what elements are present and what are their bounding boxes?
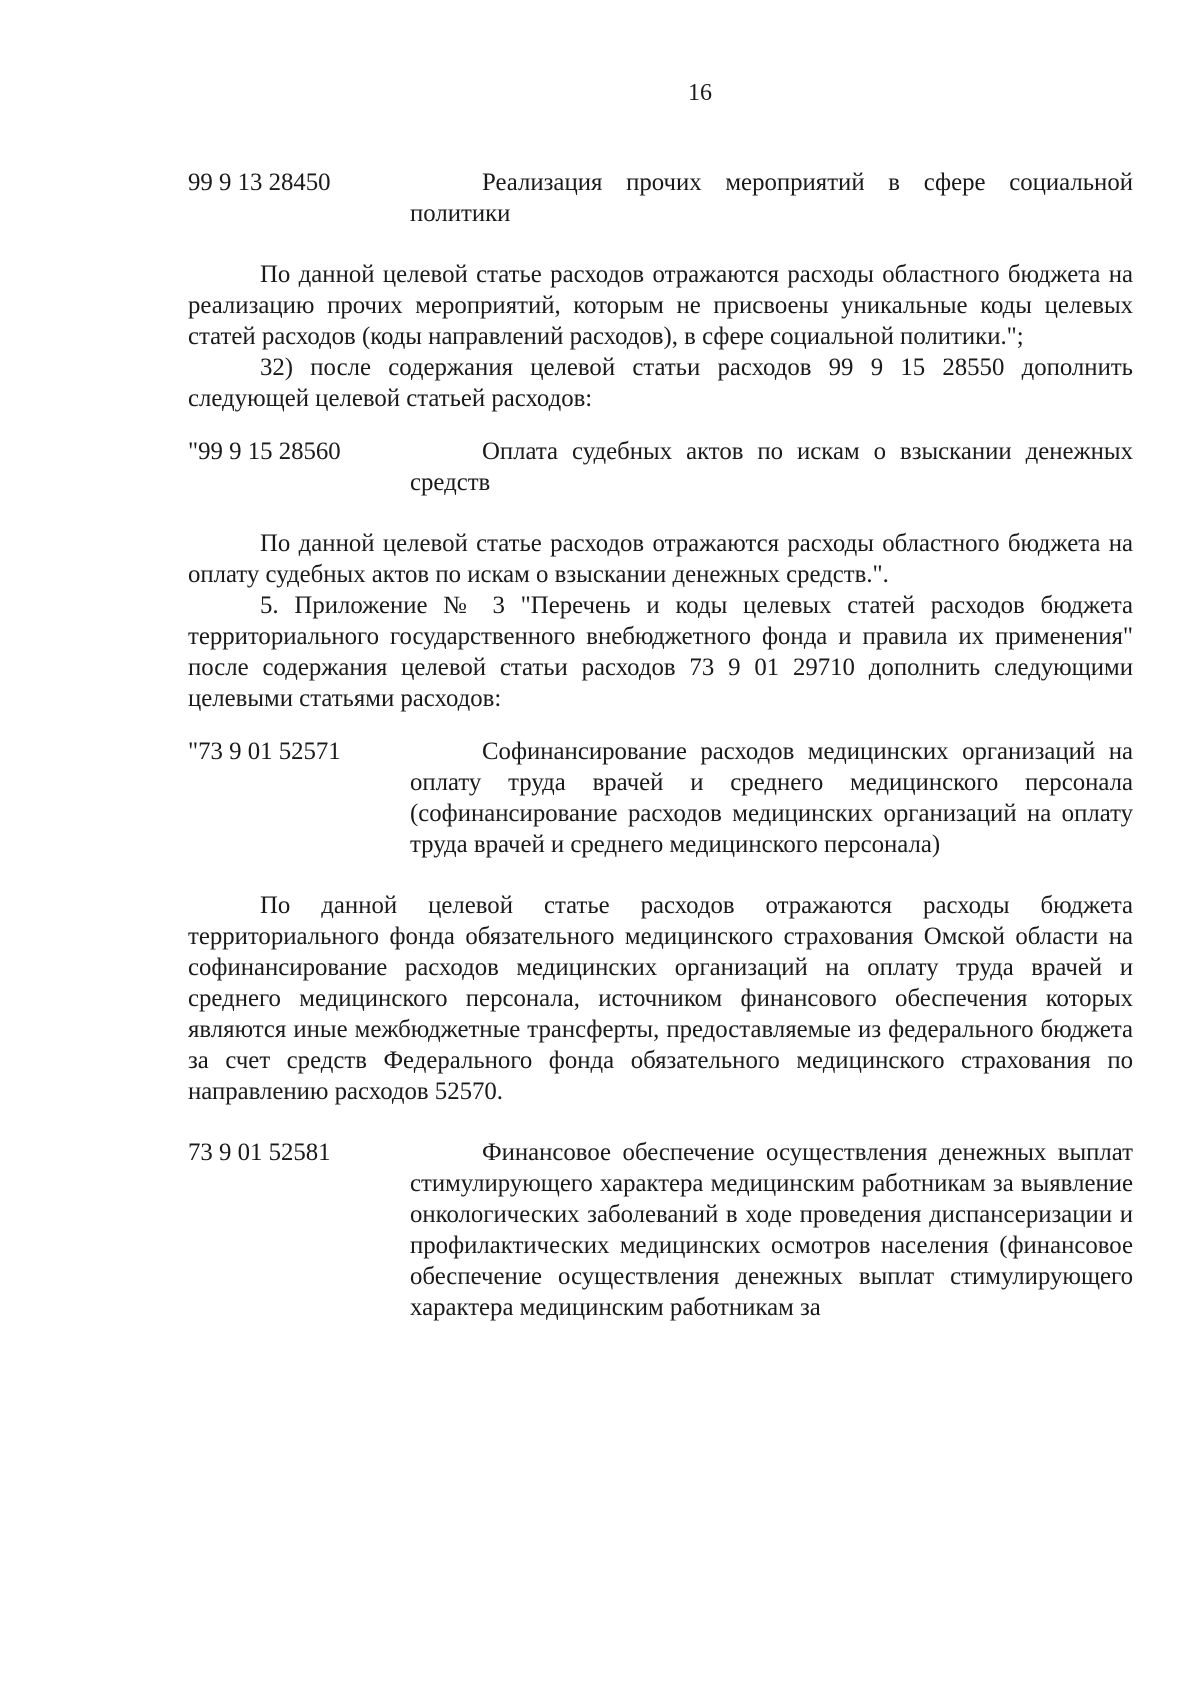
paragraph: По данной целевой статье расходов отражаются расходы областного бюджета на реализацию прочих мероприятий, которым не присвоены уникальные коды целевых статей расходов (коды направлений расходов), в сфере социальной политики."; — [188, 261, 1133, 350]
entry-title: Софинансирование расходов медицинских организаций на оплату труда врачей и среднего медицинского персонала (софинансирование расходов медицинских организаций на оплату труда врачей и среднего медицинского персонала) — [410, 738, 1133, 858]
entry-code: 73 9 01 52581 — [188, 1139, 331, 1166]
budget-entry — [188, 736, 1133, 860]
paragraph: По данной целевой статье расходов отражаются расходы бюджета территориального фонда обязательного медицинского страхования Омской области на софинансирование расходов медицинских организаций на оплату труда врачей и среднего медицинского персонала, источником финансового обеспечения которых являются иные межбюджетные трансферты, предоставляемые из федерального бюджета за счет средств Федерального фонда обязательного медицинского страхования по направлению расходов 52570. — [188, 892, 1133, 1105]
budget-entry — [188, 1137, 1133, 1323]
page-number: 16 — [688, 80, 712, 106]
entry-code: "73 9 01 52571 — [188, 738, 341, 765]
document-body — [188, 167, 1133, 1323]
entry-code: "99 9 15 28560 — [188, 438, 341, 465]
paragraph: 32) после содержания целевой статьи расходов 99 9 15 28550 дополнить следующей целевой статьей расходов: — [188, 354, 1133, 412]
entry-title: Оплата судебных актов по искам о взыскании денежных средств — [410, 438, 1133, 496]
budget-entry — [188, 167, 1133, 229]
paragraph: По данной целевой статье расходов отражаются расходы областного бюджета на оплату судебных актов по искам о взыскании денежных средств.". — [188, 530, 1133, 588]
entry-title: Финансовое обеспечение осуществления денежных выплат стимулирующего характера медицинским работникам за выявление онкологических заболеваний в ходе проведения диспансеризации и профилактических медицинских осмотров населения (финансовое обеспечение осуществления денежных выплат стимулирующего характера медицинским работникам за — [410, 1139, 1133, 1321]
budget-entry — [188, 436, 1133, 498]
entry-code: 99 9 13 28450 — [188, 169, 331, 196]
paragraph: 5. Приложение № 3 "Перечень и коды целевых статей расходов бюджета территориального государственного внебюджетного фонда и правила их применения" после содержания целевой статьи расходов 73 9 01 29710 дополнить следующими целевыми статьями расходов: — [188, 592, 1133, 712]
entry-title: Реализация прочих мероприятий в сфере социальной политики — [410, 169, 1133, 227]
